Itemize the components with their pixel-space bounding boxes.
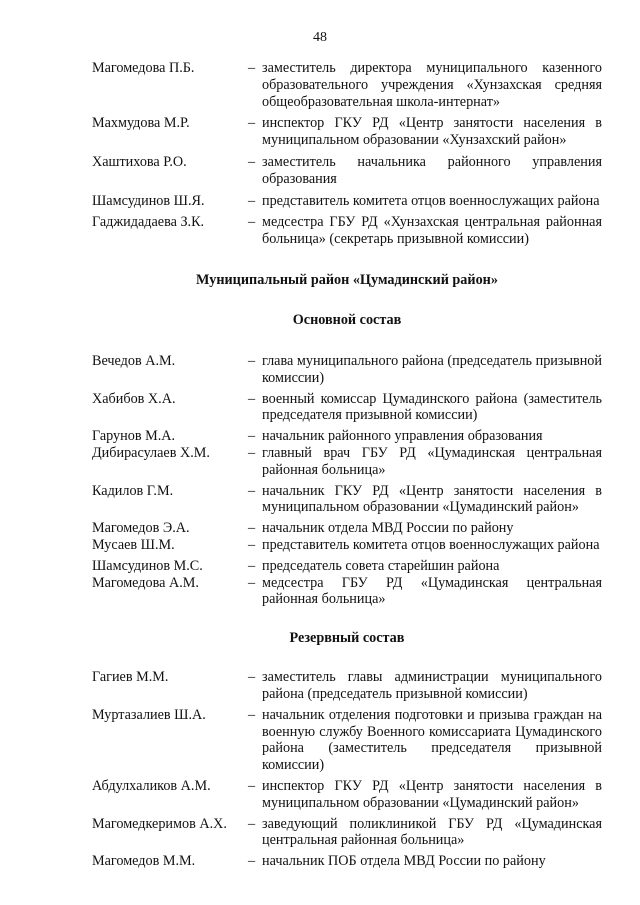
member-dash: –	[248, 482, 256, 499]
main-composition-heading: Основной состав	[292, 311, 402, 328]
member-row	[92, 154, 602, 188]
member-dash: –	[248, 214, 256, 231]
member-row	[92, 853, 602, 870]
member-role: заместитель начальника районного управления образования	[262, 153, 602, 187]
member-dash: –	[248, 853, 256, 870]
member-name: Дибирасулаев Х.М.	[92, 444, 210, 461]
member-row	[92, 816, 602, 850]
member-dash: –	[248, 815, 256, 832]
member-dash: –	[248, 669, 256, 686]
member-name: Магомедов М.М.	[92, 853, 196, 870]
member-role: заместитель главы администрации муниципального района (председатель призывной комиссии)	[262, 669, 602, 702]
member-role: глава муниципального района (председатель призывной комиссии)	[262, 352, 602, 386]
member-role: представитель комитета отцов военнослужащих района	[262, 192, 600, 209]
member-row	[92, 60, 602, 110]
member-row	[92, 428, 602, 445]
member-name: Гагиев М.М.	[92, 669, 169, 686]
member-row	[92, 391, 602, 425]
member-role: начальник отделения подготовки и призыва граждан на военную службу Военного комиссариата Цумадинского района (заместитель председателя призывной комиссии)	[262, 706, 602, 774]
member-role: инспектор ГКУ РД «Центр занятости населения в муниципальном образовании «Цумадинский район»	[262, 777, 602, 811]
member-dash: –	[248, 192, 256, 209]
member-name: Магомедов Э.А.	[92, 520, 190, 537]
member-name: Шамсудинов Ш.Я.	[92, 192, 205, 209]
member-name: Махмудова М.Р.	[92, 115, 190, 132]
member-dash: –	[248, 60, 256, 76]
member-row	[92, 193, 602, 210]
member-name: Магомедова П.Б.	[92, 60, 195, 76]
member-role: медсестра ГБУ РД «Цумадинская центральная районная больница»	[262, 574, 602, 608]
member-row	[92, 537, 602, 554]
member-dash: –	[248, 153, 256, 170]
member-role: начальник отдела МВД России по району	[262, 520, 514, 537]
member-list	[92, 669, 602, 870]
district-heading: Муниципальный район «Цумадинский район»	[196, 271, 498, 288]
member-dash: –	[248, 557, 256, 574]
member-role: заведующий поликлиникой ГБУ РД «Цумадинская центральная районная больница»	[262, 815, 602, 849]
member-name: Магомедова А.М.	[92, 574, 199, 591]
member-dash: –	[248, 352, 256, 369]
member-row	[92, 483, 602, 517]
member-name: Хаштихова Р.О.	[92, 153, 187, 170]
member-dash: –	[248, 115, 256, 132]
member-name: Шамсудинов М.С.	[92, 557, 203, 574]
member-list	[92, 60, 602, 248]
member-dash: –	[248, 574, 256, 591]
member-row	[92, 707, 602, 774]
member-role: инспектор ГКУ РД «Центр занятости населения в муниципальном образовании «Хунзахский район»	[262, 115, 602, 149]
member-dash: –	[248, 520, 256, 537]
member-dash: –	[248, 444, 256, 461]
member-role: главный врач ГБУ РД «Цумадинская центральная районная больница»	[262, 444, 602, 478]
member-name: Хабибов Х.А.	[92, 390, 176, 407]
member-name: Муртазалиев Ш.А.	[92, 706, 206, 723]
member-role: медсестра ГБУ РД «Хунзахская центральная районная больница» (секретарь призывной комиссии)	[262, 214, 602, 248]
member-row	[92, 778, 602, 812]
member-name: Мусаев Ш.М.	[92, 536, 175, 553]
member-list	[92, 353, 602, 608]
member-name: Кадилов Г.М.	[92, 482, 174, 499]
page-number: 48	[313, 30, 327, 45]
member-row	[92, 558, 602, 575]
member-role: заместитель директора муниципального казенного образовательного учреждения «Хунзахская средняя общеобразовательная школа-интернат»	[262, 60, 602, 110]
member-name: Гарунов М.А.	[92, 428, 176, 445]
member-dash: –	[248, 428, 256, 445]
member-name: Магомедкеримов А.Х.	[92, 815, 227, 832]
member-row	[92, 520, 602, 537]
member-row	[92, 445, 602, 479]
reserve-composition-heading: Резервный состав	[289, 630, 405, 647]
document-body	[92, 60, 602, 870]
member-role: начальник ГКУ РД «Центр занятости населения в муниципальном образовании «Цумадинский район»	[262, 482, 602, 516]
member-row	[92, 575, 602, 609]
member-row	[92, 353, 602, 387]
member-dash: –	[248, 777, 256, 794]
member-row	[92, 669, 602, 703]
member-role: председатель совета старейшин района	[262, 557, 500, 574]
member-row	[92, 115, 602, 149]
member-row	[92, 214, 602, 248]
member-role: начальник районного управления образования	[262, 428, 543, 445]
member-dash: –	[248, 706, 256, 723]
member-name: Абдулхаликов А.М.	[92, 777, 211, 794]
member-role: военный комиссар Цумадинского района (заместитель председателя призывной комиссии)	[262, 390, 602, 424]
member-dash: –	[248, 390, 256, 407]
member-role: начальник ПОБ отдела МВД России по району	[262, 853, 546, 870]
member-name: Гаджидадаева З.К.	[92, 214, 205, 231]
member-name: Вечедов А.М.	[92, 352, 176, 369]
member-dash: –	[248, 536, 256, 553]
member-role: представитель комитета отцов военнослужащих района	[262, 536, 600, 553]
